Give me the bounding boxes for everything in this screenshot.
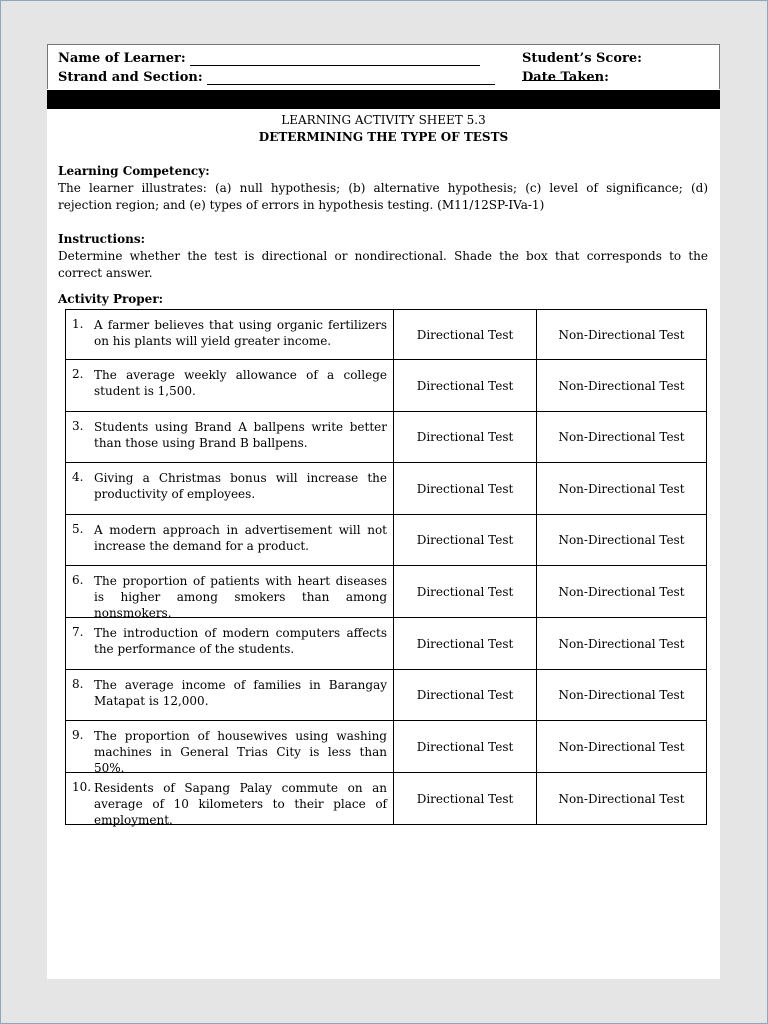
name-row bbox=[58, 51, 480, 66]
table-row bbox=[66, 463, 707, 515]
nondirectional-option-box[interactable] bbox=[537, 721, 707, 773]
directional-option-box[interactable] bbox=[394, 360, 537, 412]
question-cell bbox=[66, 566, 394, 618]
nondirectional-option-label: Non-Directional Test bbox=[558, 533, 685, 547]
question-text: A farmer believes that using organic fertilizers on his plants will yield greater income. bbox=[94, 318, 387, 348]
table-row bbox=[66, 773, 707, 825]
question-number: 1. bbox=[72, 317, 84, 331]
competency-label: Learning Competency: bbox=[58, 164, 210, 178]
question-text: The introduction of modern computers affects the performance of the students. bbox=[94, 626, 387, 656]
question-number: 9. bbox=[72, 728, 84, 742]
header-divider-bar bbox=[47, 90, 720, 109]
question-text: The proportion of housewives using washing machines in General Trias City is less than 50%. bbox=[94, 729, 387, 775]
table-row bbox=[66, 670, 707, 721]
directional-option-label: Directional Test bbox=[416, 739, 514, 754]
nondirectional-option-label: Non-Directional Test bbox=[558, 791, 685, 806]
directional-option-box[interactable] bbox=[394, 618, 537, 670]
nondirectional-option-box[interactable] bbox=[537, 566, 707, 618]
nondirectional-option-box[interactable] bbox=[537, 412, 707, 463]
strand-blank[interactable] bbox=[207, 72, 495, 85]
question-number: 8. bbox=[72, 677, 84, 691]
directional-option-label: Directional Test bbox=[416, 481, 514, 496]
question-number: 6. bbox=[72, 573, 84, 587]
question-text: Residents of Sapang Palay commute on an average of 10 kilometers to their place of employment. bbox=[94, 781, 387, 827]
name-blank[interactable] bbox=[190, 53, 480, 66]
question-number: 7. bbox=[72, 625, 84, 639]
nondirectional-option-box[interactable] bbox=[537, 310, 707, 360]
question-text: Students using Brand A ballpens write better than those using Brand B ballpens. bbox=[94, 420, 387, 450]
directional-option-label: Directional Test bbox=[416, 636, 514, 651]
directional-option-box[interactable] bbox=[394, 463, 537, 515]
directional-option-box[interactable] bbox=[394, 773, 537, 825]
question-text: The proportion of patients with heart diseases is higher among smokers than among nonsmokers. bbox=[94, 574, 387, 620]
strand-label: Strand and Section: bbox=[58, 70, 203, 85]
score-label: Student’s Score: bbox=[522, 51, 642, 66]
table-row bbox=[66, 515, 707, 566]
activity-table bbox=[65, 309, 707, 825]
nondirectional-option-box[interactable] bbox=[537, 618, 707, 670]
nondirectional-option-label: Non-Directional Test bbox=[558, 636, 685, 651]
directional-option-label: Directional Test bbox=[416, 688, 514, 702]
question-cell bbox=[66, 773, 394, 825]
directional-option-label: Directional Test bbox=[416, 430, 514, 444]
question-text: The average income of families in Barangay Matapat is 12,000. bbox=[94, 678, 387, 708]
table-row bbox=[66, 566, 707, 618]
directional-option-box[interactable] bbox=[394, 310, 537, 360]
worksheet-page bbox=[47, 44, 720, 979]
table-row bbox=[66, 412, 707, 463]
directional-option-box[interactable] bbox=[394, 566, 537, 618]
directional-option-label: Directional Test bbox=[416, 791, 514, 806]
sheet-subtitle: DETERMINING THE TYPE OF TESTS bbox=[258, 130, 509, 144]
competency-text: The learner illustrates: (a) null hypothesis; (b) alternative hypothesis; (c) level of significance; (d) rejection region; and (e) types of errors in hypothesis testing. (M11/12SP-IVa-1) bbox=[58, 181, 708, 212]
nondirectional-option-box[interactable] bbox=[537, 670, 707, 721]
nondirectional-option-box[interactable] bbox=[537, 360, 707, 412]
table-row bbox=[66, 721, 707, 773]
nondirectional-option-box[interactable] bbox=[537, 515, 707, 566]
question-text: The average weekly allowance of a college student is 1,500. bbox=[94, 368, 387, 398]
question-number: 4. bbox=[72, 470, 84, 484]
instructions-label: Instructions: bbox=[58, 232, 146, 246]
nondirectional-option-label: Non-Directional Test bbox=[558, 584, 685, 599]
nondirectional-option-box[interactable] bbox=[537, 463, 707, 515]
header-box bbox=[47, 44, 720, 89]
question-cell bbox=[66, 670, 394, 721]
nondirectional-option-label: Non-Directional Test bbox=[558, 739, 685, 754]
nondirectional-option-label: Non-Directional Test bbox=[558, 327, 685, 342]
nondirectional-option-label: Non-Directional Test bbox=[558, 430, 685, 444]
activity-label: Activity Proper: bbox=[58, 292, 164, 306]
directional-option-label: Directional Test bbox=[416, 584, 514, 599]
question-number: 10. bbox=[72, 780, 92, 794]
directional-option-label: Directional Test bbox=[416, 327, 514, 342]
question-cell bbox=[66, 310, 394, 360]
question-cell bbox=[66, 360, 394, 412]
question-cell bbox=[66, 721, 394, 773]
nondirectional-option-label: Non-Directional Test bbox=[558, 378, 685, 393]
question-number: 3. bbox=[72, 419, 84, 433]
directional-option-label: Directional Test bbox=[416, 378, 514, 393]
question-cell bbox=[66, 463, 394, 515]
directional-option-label: Directional Test bbox=[416, 533, 514, 547]
directional-option-box[interactable] bbox=[394, 670, 537, 721]
nondirectional-option-label: Non-Directional Test bbox=[558, 688, 685, 702]
question-text: Giving a Christmas bonus will increase the productivity of employees. bbox=[94, 471, 387, 501]
directional-option-box[interactable] bbox=[394, 515, 537, 566]
table-row bbox=[66, 360, 707, 412]
question-number: 5. bbox=[72, 522, 84, 536]
directional-option-box[interactable] bbox=[394, 721, 537, 773]
nondirectional-option-box[interactable] bbox=[537, 773, 707, 825]
table-row bbox=[66, 310, 707, 360]
strand-row bbox=[58, 70, 495, 85]
name-label: Name of Learner: bbox=[58, 51, 186, 66]
table-row bbox=[66, 618, 707, 670]
nondirectional-option-label: Non-Directional Test bbox=[558, 481, 685, 496]
directional-option-box[interactable] bbox=[394, 412, 537, 463]
question-cell bbox=[66, 515, 394, 566]
question-cell bbox=[66, 618, 394, 670]
question-number: 2. bbox=[72, 367, 84, 381]
date-label: Date Taken: bbox=[522, 70, 609, 85]
question-text: A modern approach in advertisement will not increase the demand for a product. bbox=[94, 523, 387, 553]
instructions-text: Determine whether the test is directional or nondirectional. Shade the box that corresponds to the correct answer. bbox=[58, 249, 708, 280]
question-cell bbox=[66, 412, 394, 463]
sheet-title: LEARNING ACTIVITY SHEET 5.3 bbox=[281, 113, 486, 127]
